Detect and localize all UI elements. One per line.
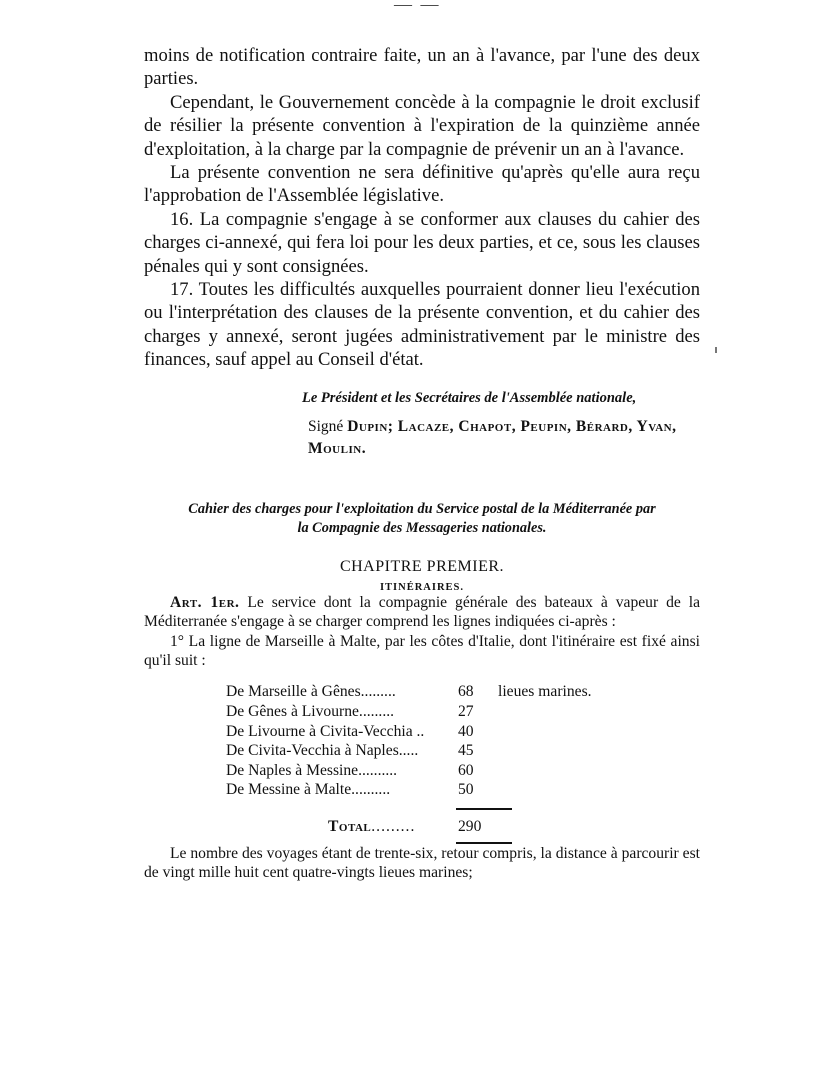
paragraph-cependant: Cependant, le Gouvernement concède à la compagnie le droit exclusif de résilier la présente convention à l'expiration de la quinzième année d'exploitation, à la charge par la compagnie de prévenir un an à l'avance. — [144, 91, 700, 160]
distance-cell: 45 — [458, 742, 474, 760]
paragraph-approbation: La présente convention ne sera définitive qu'après qu'elle aura reçu l'approbation de l'Assemblée législative. — [144, 162, 700, 207]
chapter-subtitle: ITINÉRAIRES. — [379, 581, 465, 593]
article-label: Art. 1er. — [170, 593, 240, 611]
distance-table — [226, 682, 592, 800]
route-cell: De Civita-Vecchia à Naples..... — [226, 742, 419, 760]
total-label: Total — [328, 817, 372, 835]
route-cell: De Messine à Malte.......... — [226, 781, 391, 799]
paragraph-voyages: Le nombre des voyages étant de trente-six, retour compris, la distance à parcourir est de vingt mille huit cent quatre-vingts lieues marines; — [144, 844, 700, 882]
paragraph-notification: moins de notification contraire faite, un an à l'avance, par l'une des deux parties. — [144, 45, 700, 90]
route-cell: De Gênes à Livourne......... — [226, 702, 395, 720]
unit-cell — [498, 780, 592, 800]
sum-rule — [456, 808, 512, 810]
route-cell: De Naples à Messine.......... — [226, 761, 398, 779]
table-row — [226, 702, 592, 722]
unit-cell — [498, 741, 592, 761]
article-1 — [144, 593, 700, 632]
distance-cell: 68 — [458, 683, 474, 701]
signatory-names: Dupin; Lacaze, Chapot, Peupin, Bérard, Yvan, Moulin. — [308, 417, 677, 457]
cahier-title-line2: la Compagnie des Messageries nationales. — [297, 519, 547, 536]
document-page — [144, 0, 700, 883]
article-text: Le service dont la compagnie générale des bateaux à vapeur de la Méditerranée s'engage à se charger comprend les lignes indiquées ci-après : — [144, 593, 700, 631]
cahier-title-line1: Cahier des charges pour l'exploitation du Service postal de la Méditerranée par — [188, 500, 656, 517]
margin-mark — [715, 347, 717, 353]
table-row — [226, 682, 592, 702]
unit-cell — [498, 761, 592, 781]
paragraph-article-17: 17. Toutes les difficultés auxquelles pourraient donner lieu l'exécution ou l'interprétation des clauses de la présente convention, et du cahier des charges y annexé, seront jugées administrativement par le ministre des finances, sauf appel au Conseil d'état. — [144, 279, 700, 371]
page-number-mark: — — — [394, 0, 441, 14]
total-label-group — [328, 818, 458, 836]
unit-cell: lieues marines. — [498, 683, 592, 701]
cahier-title — [144, 500, 700, 538]
table-row — [226, 722, 592, 742]
unit-cell — [498, 722, 592, 742]
total-line — [144, 818, 700, 836]
signature-line — [308, 416, 700, 460]
distance-cell: 27 — [458, 702, 474, 720]
total-value: 290 — [458, 817, 482, 835]
route-cell: De Marseille à Gênes......... — [226, 683, 396, 701]
paragraph-article-16: 16. La compagnie s'engage à se conformer aux clauses du cahier des charges ci-annexé, qui fera loi pour les deux parties, et ce, sous les clauses pénales qui y sont consignées. — [144, 208, 700, 277]
route-cell: De Livourne à Civita-Vecchia .. — [226, 722, 425, 740]
total-dots: ......... — [371, 817, 416, 835]
table-row — [226, 780, 592, 800]
signe-label: Signé — [308, 417, 344, 435]
table-row — [226, 741, 592, 761]
table-row — [226, 761, 592, 781]
chapter-title: CHAPITRE PREMIER. — [339, 557, 505, 575]
signature-heading: Le Président et les Secrétaires de l'Assemblée nationale, — [302, 389, 637, 406]
distance-cell: 50 — [458, 781, 474, 799]
distance-cell: 60 — [458, 761, 474, 779]
unit-cell — [498, 702, 592, 722]
ligne-1: 1° La ligne de Marseille à Malte, par les côtes d'Italie, dont l'itinéraire est fixé ainsi qu'il suit : — [144, 632, 700, 669]
distance-cell: 40 — [458, 722, 474, 740]
